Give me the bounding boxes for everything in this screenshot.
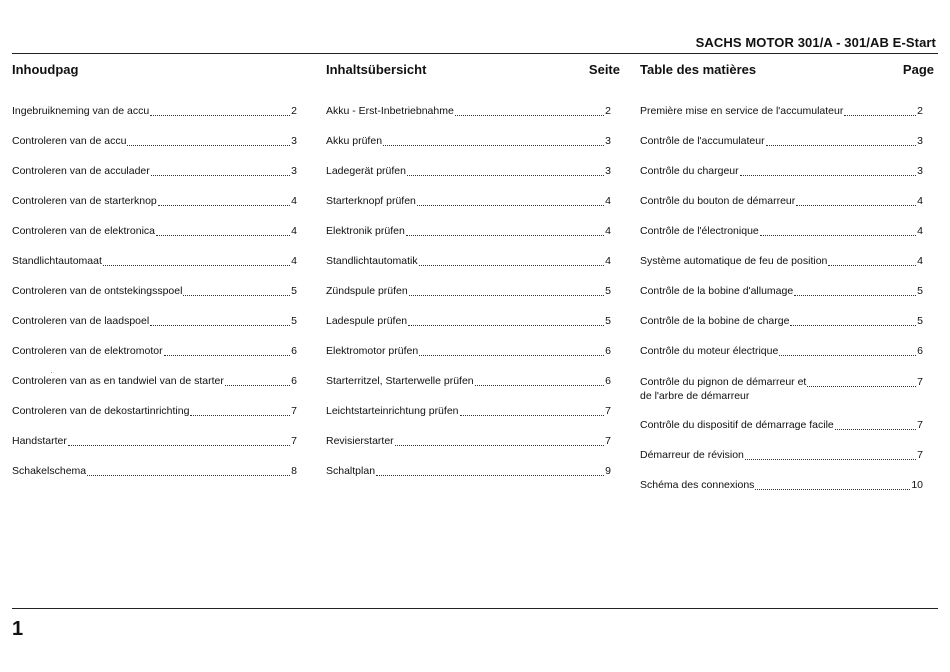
toc-entry-text: Controleren van de starterknop: [12, 195, 157, 207]
toc-entry: [12, 105, 297, 118]
toc-entry: [326, 255, 611, 268]
toc-entry-text: Controleren van de accu: [12, 135, 127, 147]
dot-leader: [807, 376, 916, 387]
dot-leader: [406, 225, 604, 236]
column-heading: Inhoudpag: [12, 62, 79, 77]
toc-entry: [640, 105, 923, 118]
toc-entry-page: 4: [917, 225, 923, 237]
dot-leader: [828, 255, 916, 266]
page-label: Seite: [588, 62, 620, 77]
toc-entry-page: 3: [605, 165, 611, 177]
footer-rule: [12, 608, 938, 609]
toc-entry-page: 6: [291, 345, 297, 357]
toc-entry: [640, 315, 923, 328]
toc-entry-text: Ladespule prüfen: [326, 315, 408, 327]
toc-entry: [326, 345, 611, 358]
toc-entry-page: 7: [291, 435, 297, 447]
toc-entry-page: 3: [291, 165, 297, 177]
toc-entry-page: 7: [917, 449, 923, 461]
toc-entry-page: 8: [291, 465, 297, 477]
toc-entry-text: Starterritzel, Starterwelle prüfen: [326, 375, 474, 387]
toc-entry-page: 7: [605, 435, 611, 447]
toc-entry-page: 7: [291, 405, 297, 417]
toc-entry-text: Contrôle de l'accumulateur: [640, 135, 765, 147]
toc-entry-page: 6: [605, 375, 611, 387]
document-title: SACHS MOTOR 301/A - 301/AB E-Start: [695, 35, 936, 50]
toc-entry: [12, 255, 297, 268]
toc-entry-text: Controleren van de acculader: [12, 165, 150, 177]
dot-leader: [755, 479, 910, 490]
dot-leader: [794, 285, 916, 296]
toc-entry-text-continued: de l'arbre de démarreur: [640, 390, 750, 402]
dot-leader: [779, 345, 916, 356]
toc-entry: [12, 405, 297, 418]
dot-leader: [395, 435, 604, 446]
toc-entry-page: 4: [917, 255, 923, 267]
toc-entry-page: 9: [605, 465, 611, 477]
toc-entry: [326, 195, 611, 208]
toc-entry-page: 3: [917, 165, 923, 177]
dot-leader: [760, 225, 916, 236]
dot-leader: [383, 135, 604, 146]
dot-leader: [409, 285, 604, 296]
toc-entry-text: Akku - Erst-Inbetriebnahme: [326, 105, 454, 117]
toc-entry: [640, 195, 923, 208]
toc-entry-page: 4: [605, 195, 611, 207]
toc-entry: [12, 375, 297, 388]
toc-entry: [640, 479, 923, 492]
toc-entry: [326, 465, 611, 478]
dot-leader: [740, 165, 916, 176]
toc-entry: [326, 285, 611, 298]
toc-entry-text: Leichtstarteinrichtung prüfen: [326, 405, 459, 417]
toc-entry-text: Controleren van de dekostartinrichting: [12, 405, 190, 417]
dot-leader: [376, 465, 604, 476]
dot-leader: [158, 195, 290, 206]
dot-leader: [796, 195, 916, 206]
toc-entry-page: 10: [911, 479, 923, 491]
toc-entry-text: Akku prüfen: [326, 135, 383, 147]
toc-entry: [326, 435, 611, 448]
toc-entry-page: 5: [917, 315, 923, 327]
toc-entry: [326, 135, 611, 148]
header-rule: [12, 53, 938, 54]
toc-entry: [640, 165, 923, 178]
toc-entry-page: 5: [605, 285, 611, 297]
toc-entry-page: 5: [605, 315, 611, 327]
toc-entry-text: Contrôle de l'électronique: [640, 225, 759, 237]
dot-leader: [835, 419, 916, 430]
toc-entry-text: Contrôle du chargeur: [640, 165, 739, 177]
toc-entry: [640, 345, 923, 358]
toc-entry-text: Système automatique de feu de position: [640, 255, 828, 267]
dot-leader: [164, 345, 290, 356]
toc-entry-text: Zündspule prüfen: [326, 285, 408, 297]
toc-entry-text: Démarreur de révision: [640, 449, 744, 461]
column-header: [640, 62, 934, 77]
toc-entry-text: Contrôle de la bobine d'allumage: [640, 285, 794, 297]
page-label: Page: [902, 62, 934, 77]
toc-entry: [640, 449, 923, 462]
page-number: 1: [12, 618, 24, 640]
toc-entry-page: 7: [917, 419, 923, 431]
dot-leader: [766, 135, 916, 146]
toc-entry-text: Schéma des connexions: [640, 479, 755, 491]
toc-entry-page: 7: [605, 405, 611, 417]
toc-entry-text: Standlichtautomaat: [12, 255, 102, 267]
dot-leader: [127, 135, 290, 146]
toc-entry: [326, 375, 611, 388]
dot-leader: [455, 105, 604, 116]
toc-entry: [326, 405, 611, 418]
toc-entry-page: 7: [917, 376, 923, 388]
dot-leader: [151, 165, 290, 176]
toc-entry: [640, 135, 923, 148]
dot-leader: [408, 315, 604, 326]
dot-leader: [844, 105, 916, 116]
toc-entry-page: 5: [291, 285, 297, 297]
toc-entry-page: 6: [917, 345, 923, 357]
dot-leader: [790, 315, 916, 326]
dot-leader: [150, 315, 290, 326]
toc-entry-page: 5: [917, 285, 923, 297]
toc-entry: [12, 465, 297, 478]
toc-entry-page: 4: [291, 195, 297, 207]
toc-entry: [12, 165, 297, 178]
toc-entry-text: Première mise en service de l'accumulateur: [640, 105, 844, 117]
toc-entry-text: Standlichtautomatik: [326, 255, 418, 267]
toc-entry-page: 3: [291, 135, 297, 147]
toc-entry-page: 2: [291, 105, 297, 117]
dot-leader: [87, 465, 290, 476]
dot-leader: [183, 285, 290, 296]
dot-leader: [150, 105, 290, 116]
toc-entry: [12, 435, 297, 448]
toc-entry: [640, 225, 923, 238]
toc-entry: [12, 135, 297, 148]
toc-entry-text: Ladegerät prüfen: [326, 165, 406, 177]
toc-entry-text: Controleren van de elektromotor: [12, 345, 163, 357]
toc-entry-page: 4: [605, 225, 611, 237]
dot-leader: [419, 255, 604, 266]
toc-entry-page: 3: [605, 135, 611, 147]
toc-entry-text: Ingebruikneming van de accu: [12, 105, 150, 117]
toc-entry-text: Contrôle de la bobine de charge: [640, 315, 790, 327]
dot-leader: [68, 435, 290, 446]
toc-entry-text: Controleren van as en tandwiel van de starter: [12, 375, 224, 387]
toc-entry: [326, 165, 611, 178]
toc-entry-text: Elektromotor prüfen: [326, 345, 419, 357]
toc-entry-page: 6: [291, 375, 297, 387]
toc-entry-text: Contrôle du moteur électrique: [640, 345, 779, 357]
toc-entry: [12, 345, 297, 358]
toc-entry: [640, 255, 923, 268]
dot-leader: [460, 405, 605, 416]
toc-entry-page: 5: [291, 315, 297, 327]
toc-column-dutch: [12, 62, 297, 495]
dot-leader: [745, 449, 916, 460]
toc-entry-text: Schakelschema: [12, 465, 87, 477]
toc-entry-text: Controleren van de elektronica: [12, 225, 156, 237]
dot-leader: [190, 405, 290, 416]
dot-leader: [156, 225, 290, 236]
toc-entry-page: 4: [291, 225, 297, 237]
toc-entry-text: Schaltplan: [326, 465, 376, 477]
dot-leader: [417, 195, 604, 206]
column-header: [326, 62, 620, 77]
toc-entry-text: Elektronik prüfen: [326, 225, 405, 237]
dot-leader: [407, 165, 604, 176]
toc-entries: [326, 105, 611, 478]
toc-entry-text: Contrôle du bouton de démarreur: [640, 195, 796, 207]
toc-entries: [12, 105, 297, 478]
toc-entry-text: Contrôle du dispositif de démarrage facile: [640, 419, 834, 431]
toc-entry: [12, 225, 297, 238]
toc-entry-page: 2: [917, 105, 923, 117]
toc-entry-text: Controleren van de laadspoel: [12, 315, 150, 327]
column-heading: Table des matières: [640, 62, 757, 77]
toc-entry: [326, 105, 611, 118]
scan-speck: [51, 372, 52, 373]
toc-entry: [12, 285, 297, 298]
toc-entry: [326, 315, 611, 328]
toc-entry-text: Contrôle du pignon de démarreur et: [640, 376, 807, 388]
toc-entry-text: Revisierstarter: [326, 435, 394, 447]
toc-column-german: [326, 62, 620, 495]
toc-entry-text: Starterknopf prüfen: [326, 195, 416, 207]
column-header: [12, 62, 307, 77]
toc-entry-text: Controleren van de ontstekingsspoel: [12, 285, 183, 297]
toc-entry: [326, 225, 611, 238]
toc-entry: [12, 315, 297, 328]
dot-leader: [225, 375, 290, 386]
toc-entry-page: 4: [605, 255, 611, 267]
toc-entry: [640, 285, 923, 298]
toc-entry-page: 4: [917, 195, 923, 207]
toc-entries: [640, 105, 923, 492]
dot-leader: [419, 345, 604, 356]
toc-entry: [12, 195, 297, 208]
toc-column-french: [640, 62, 934, 509]
toc-entry-page: 4: [291, 255, 297, 267]
dot-leader: [475, 375, 604, 386]
toc-entry-text: Handstarter: [12, 435, 67, 447]
toc-entry-page: 2: [605, 105, 611, 117]
toc-entry: [640, 375, 923, 403]
toc-entry-page: 3: [917, 135, 923, 147]
dot-leader: [103, 255, 290, 266]
toc-entry-page: 6: [605, 345, 611, 357]
toc-entry: [640, 419, 923, 432]
column-heading: Inhaltsübersicht: [326, 62, 427, 77]
